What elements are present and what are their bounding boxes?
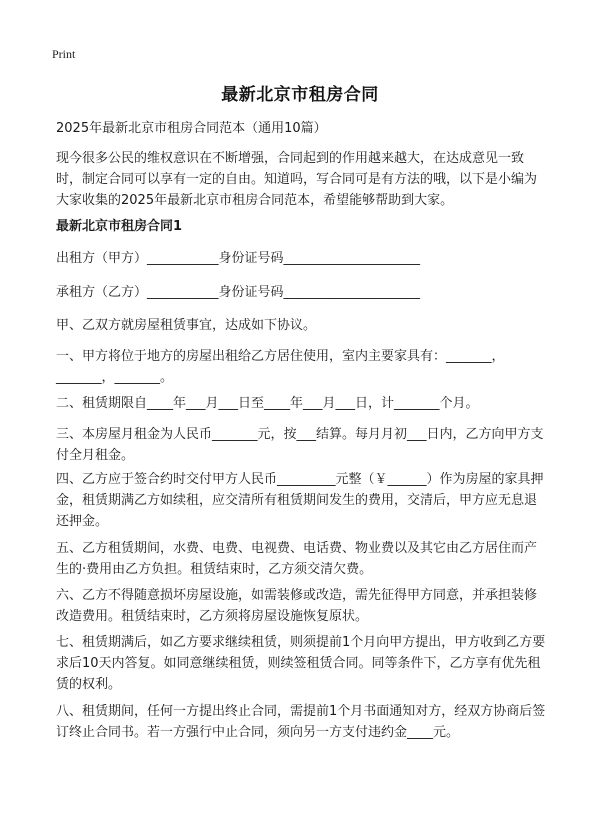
landlord-line: 出租方（甲方）___________身份证号码_____________________ xyxy=(56,251,421,266)
tenant-line: 承租方（乙方）___________身份证号码_____________________ xyxy=(56,285,421,300)
clause-1: 一、甲方将位于地方的房屋出租给乙方居住使用，室内主要家具有：_______，_______，_______。 xyxy=(56,349,505,385)
agreement-intro: 甲、乙双方就房屋租赁事宜，达成如下协议。 xyxy=(56,318,317,333)
print-link[interactable]: Print xyxy=(52,47,76,61)
document-subtitle: 2025年最新北京市租房合同范本（通用10篇） xyxy=(56,121,327,136)
clause-5: 五、乙方租赁期间，水费、电费、电视费、电话费、物业费以及其它由乙方居住而产生的·费用由乙方负担。租赁结束时，乙方须交清欠费。 xyxy=(56,541,538,577)
clause-6: 六、乙方不得随意损坏房屋设施，如需装修或改造，需先征得甲方同意，并承担装修改造费用。租赁结束时，乙方须将房屋设施恢复原状。 xyxy=(56,588,538,624)
document-title: 最新北京市租房合同 xyxy=(221,85,379,105)
clause-3: 三、本房屋月租金为人民币_______元，按___结算。每月月初___日内，乙方向甲方支付全月租金。 xyxy=(56,427,544,463)
section-heading: 最新北京市租房合同1 xyxy=(56,219,183,234)
clause-7: 七、租赁期满后，如乙方要求继续租赁，则须提前1个月向甲方提出，甲方收到乙方要求后10天内答复。如同意继续租赁，则续签租赁合同。同等条件下，乙方享有优先租赁的权利。 xyxy=(56,635,546,692)
clause-8: 八、租赁期间，任何一方提出终止合同，需提前1个月书面通知对方，经双方协商后签订终止合同书。若一方强行中止合同，须向另一方支付违约金____元。 xyxy=(56,704,546,740)
intro-paragraph: 现今很多公民的维权意识在不断增强，合同起到的作用越来越大，在达成意见一致时，制定合同可以享有一定的自由。知道吗，写合同可是有方法的哦，以下是小编为大家收集的2025年最新北京市租房合同范本，希望能够帮助到大家。 xyxy=(56,151,538,208)
clause-4: 四、乙方应于签合约时交付甲方人民币_________元整（￥______）作为房屋的家具押金，租赁期满乙方如续租，应交清所有租赁期间发生的费用，交清后，甲方应无息退还押金。 xyxy=(56,472,544,529)
clause-2: 二、租赁期限自____年___月___日至____年___月___日，计_______个月。 xyxy=(56,396,479,411)
